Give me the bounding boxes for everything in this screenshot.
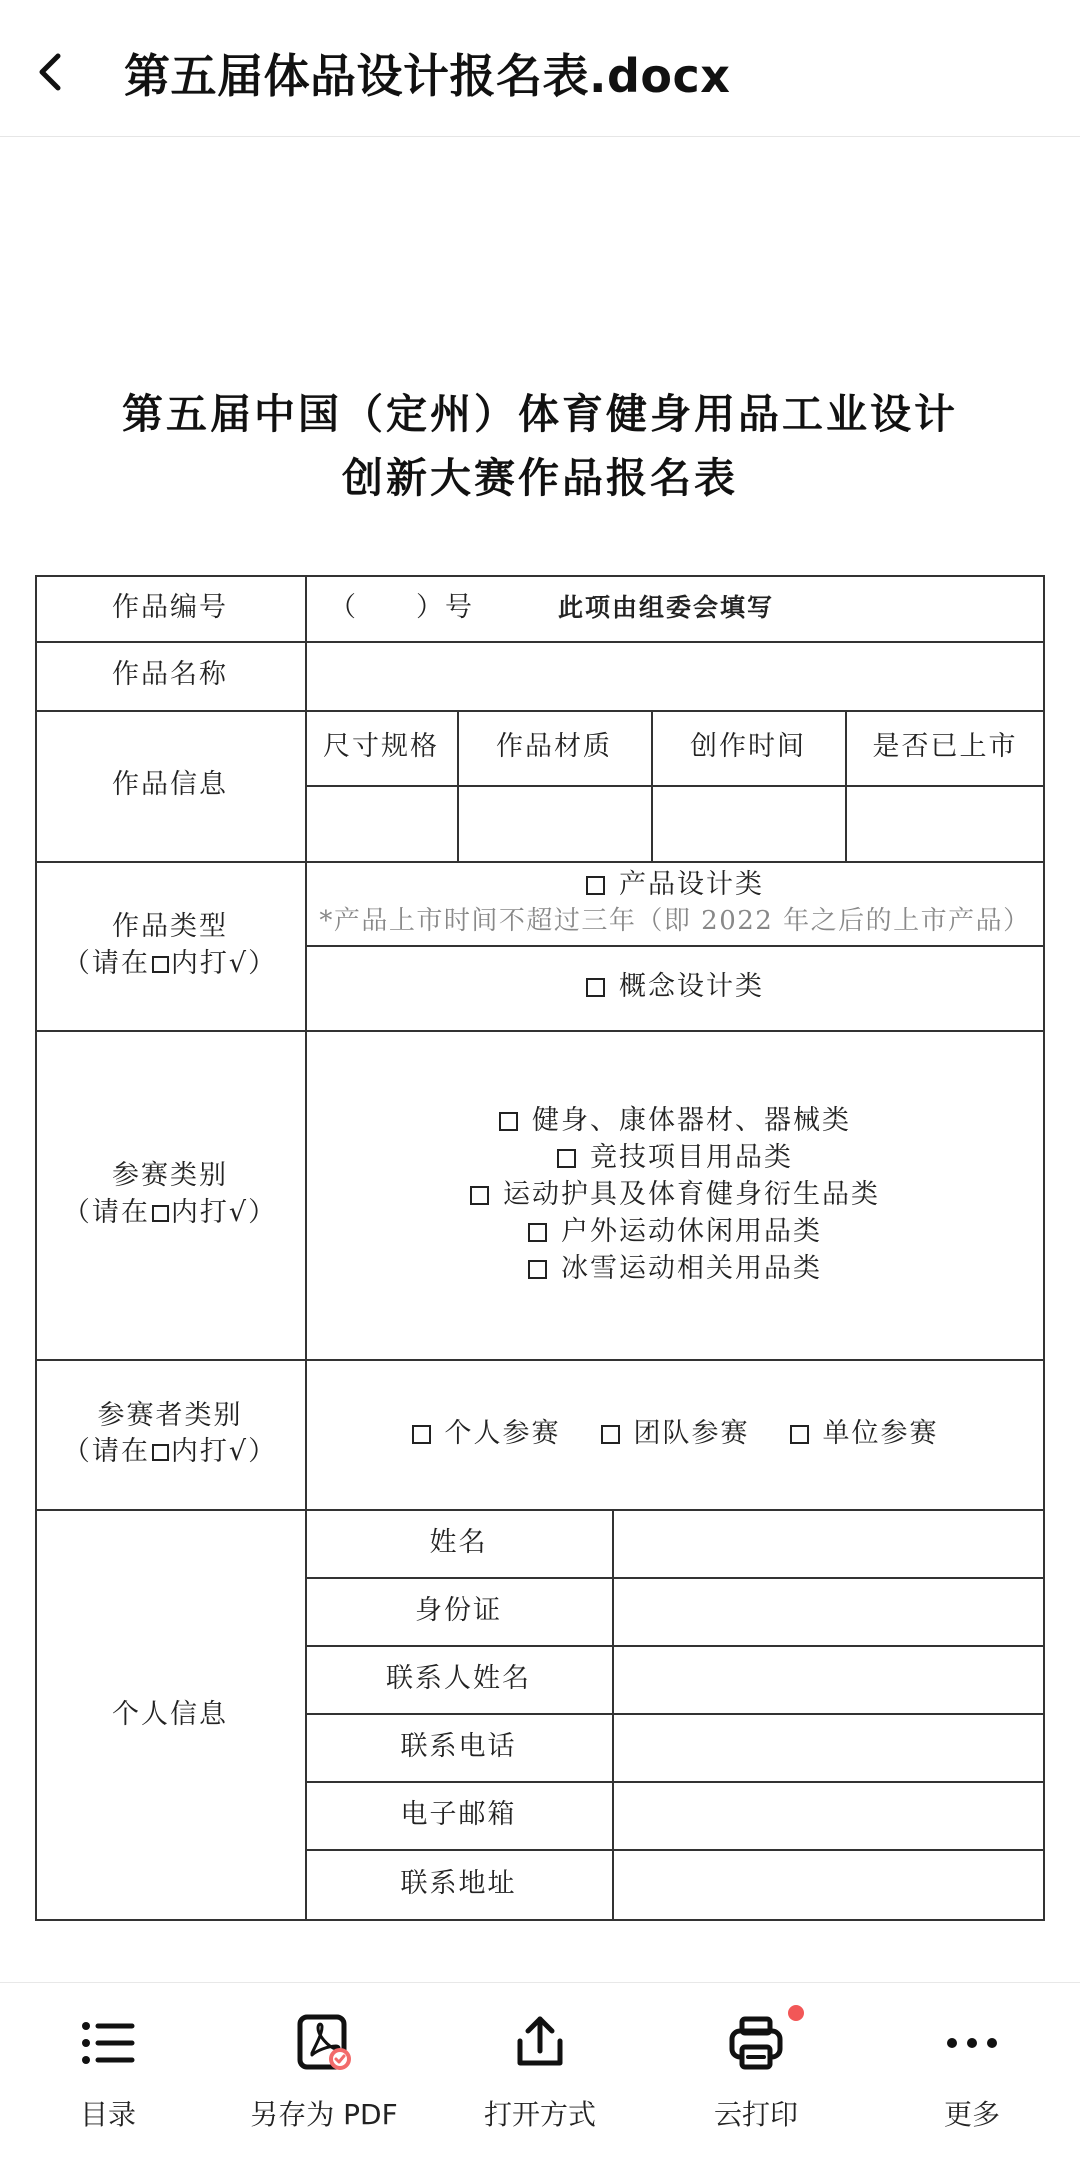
work-type-label: 作品类型 — [112, 911, 228, 943]
checkbox-icon[interactable] — [586, 876, 605, 895]
document-file-title: 第五届体品设计报名表.docx — [124, 49, 731, 103]
personal-field-phone: 联系电话 — [400, 1730, 517, 1762]
personal-field-address: 联系地址 — [400, 1867, 517, 1899]
category-hint: （请在 内打√） — [62, 1196, 278, 1228]
checkbox-icon[interactable] — [601, 1425, 620, 1444]
checkbox-icon[interactable] — [557, 1149, 576, 1168]
checkbox-icon[interactable] — [499, 1112, 518, 1131]
bottom-toolbar — [0, 1982, 1080, 2158]
work-info-material-input[interactable] — [457, 785, 651, 861]
more-dots-icon — [940, 2011, 1004, 2075]
registration-form-table — [35, 575, 1045, 1921]
chevron-left-icon — [22, 42, 82, 102]
personal-field-contact-name: 联系人姓名 — [386, 1662, 531, 1694]
toc-button[interactable] — [8, 2003, 208, 2143]
document-title-line2: 创新大赛作品报名表 — [342, 454, 738, 502]
checkbox-icon[interactable] — [586, 978, 605, 997]
personal-phone-input[interactable] — [612, 1713, 1045, 1781]
personal-field-email: 电子邮箱 — [400, 1798, 517, 1830]
participant-options-cell — [305, 1359, 1045, 1509]
checkbox-icon[interactable] — [528, 1223, 547, 1242]
work-number-cell — [305, 575, 1045, 641]
work-name-input[interactable] — [305, 641, 1045, 710]
printer-icon — [724, 2011, 788, 2075]
document-page[interactable] — [0, 137, 1080, 1980]
work-info-label: 作品信息 — [112, 769, 228, 801]
top-bar — [0, 0, 1080, 137]
document-title-line1: 第五届中国（定州）体育健身用品工业设计 — [122, 390, 958, 438]
work-info-column-material: 作品材质 — [496, 731, 612, 763]
work-type-hint: （请在 内打√） — [62, 947, 278, 979]
work-info-size-input[interactable] — [305, 785, 457, 861]
work-type-label-cell — [35, 861, 305, 1030]
category-options-cell — [305, 1030, 1045, 1359]
category-label: 参赛类别 — [112, 1160, 228, 1192]
participant-option-individual[interactable]: 个人参赛 — [412, 1416, 561, 1452]
personal-info-label: 个人信息 — [112, 1698, 228, 1730]
participant-option-team[interactable]: 团队参赛 — [601, 1416, 750, 1452]
personal-address-input[interactable] — [612, 1849, 1045, 1919]
save-as-pdf-button[interactable] — [224, 2003, 424, 2143]
personal-id-input[interactable] — [612, 1577, 1045, 1645]
work-info-column-created: 创作时间 — [690, 731, 806, 763]
cloud-print-button[interactable] — [656, 2003, 856, 2143]
checkbox-icon[interactable] — [470, 1186, 489, 1205]
work-type-product-option[interactable]: 产品设计类 — [586, 867, 764, 903]
category-option-winter[interactable]: 冰雪运动相关用品类 — [528, 1250, 822, 1287]
category-option-fitness[interactable]: 健身、康体器材、器械类 — [499, 1102, 851, 1139]
work-info-column-listed: 是否已上市 — [872, 731, 1018, 763]
personal-name-input[interactable] — [612, 1509, 1045, 1577]
pdf-export-icon — [292, 2011, 356, 2075]
checkbox-icon[interactable] — [790, 1425, 809, 1444]
checkbox-icon[interactable] — [412, 1425, 431, 1444]
work-info-created-input[interactable] — [651, 785, 845, 861]
category-option-protective[interactable]: 运动护具及体育健身衍生品类 — [470, 1176, 880, 1213]
participant-hint: （请在 内打√） — [62, 1436, 278, 1467]
participant-label: 参赛者类别 — [97, 1399, 243, 1431]
category-option-competitive[interactable]: 竞技项目用品类 — [557, 1139, 793, 1176]
participant-option-organization[interactable]: 单位参赛 — [790, 1416, 939, 1452]
checkbox-symbol-icon — [152, 956, 169, 973]
checkbox-symbol-icon — [152, 1205, 169, 1222]
work-type-concept-option[interactable]: 概念设计类 — [586, 969, 764, 1005]
category-label-cell — [35, 1030, 305, 1359]
work-number-value: （ ）号 — [329, 591, 474, 623]
back-button[interactable] — [22, 42, 82, 102]
work-number-note: 此项由组委会填写 — [558, 593, 775, 623]
work-type-concept-cell — [305, 945, 1045, 1030]
participant-label-cell — [35, 1359, 305, 1509]
work-type-product-note: *产品上市时间不超过三年（即 2022 年之后的上市产品） — [319, 905, 1031, 936]
more-button[interactable] — [872, 2003, 1072, 2143]
notification-badge — [788, 2005, 804, 2021]
list-icon — [76, 2011, 140, 2075]
work-info-column-size: 尺寸规格 — [323, 731, 439, 763]
cloud-print-label: 云打印 — [713, 2098, 798, 2131]
personal-field-id: 身份证 — [415, 1594, 502, 1626]
category-option-outdoor[interactable]: 户外运动休闲用品类 — [528, 1213, 822, 1250]
open-with-button[interactable] — [440, 2003, 640, 2143]
more-button-label: 更多 — [943, 2098, 1000, 2131]
work-info-listed-input[interactable] — [845, 785, 1045, 861]
work-type-product-cell — [305, 861, 1045, 945]
checkbox-symbol-icon — [152, 1444, 169, 1461]
save-as-pdf-label: 另存为 PDF — [250, 2098, 398, 2131]
work-name-label: 作品名称 — [112, 659, 228, 691]
work-number-label: 作品编号 — [112, 591, 228, 623]
open-with-label: 打开方式 — [483, 2098, 596, 2131]
personal-email-input[interactable] — [612, 1781, 1045, 1849]
personal-contact-name-input[interactable] — [612, 1645, 1045, 1713]
personal-field-name: 姓名 — [429, 1526, 488, 1558]
toc-button-label: 目录 — [79, 2098, 136, 2131]
share-upload-icon — [508, 2011, 572, 2075]
checkbox-icon[interactable] — [528, 1260, 547, 1279]
